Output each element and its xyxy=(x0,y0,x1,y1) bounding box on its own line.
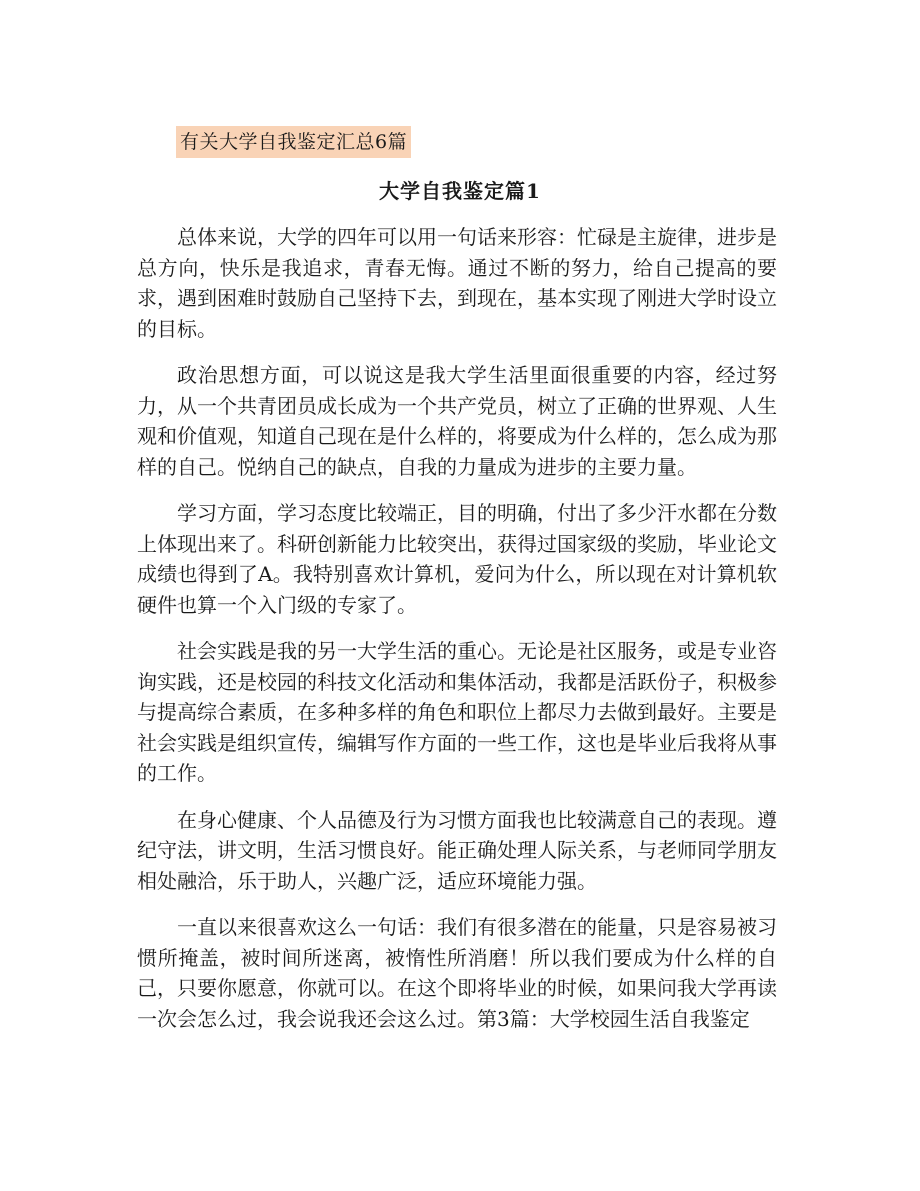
paragraph-5: 在身心健康、个人品德及行为习惯方面我也比较满意自己的表现。遵纪守法，讲文明，生活习惯良好。能正确处理人际关系，与老师同学朋友相处融洽，乐于助人，兴趣广泛，适应环境能力强。 xyxy=(137,807,777,893)
paragraph-1: 总体来说，大学的四年可以用一句话来形容：忙碌是主旋律，进步是总方向，快乐是我追求，青春无悔。通过不断的努力，给自己提高的要求，遇到困难时鼓励自己坚持下去，到现在，基本实现了刚进大学时设立的目标。 xyxy=(137,225,777,341)
document-title: 有关大学自我鉴定汇总6篇 xyxy=(176,126,411,158)
document-body xyxy=(137,222,777,1050)
paragraph-2: 政治思想方面，可以说这是我大学生活里面很重要的内容，经过努力，从一个共青团员成长成为一个共产党员，树立了正确的世界观、人生观和价值观，知道自己现在是什么样的，将要成为什么样的，怎么成为那样的自己。悦纳自己的缺点，自我的力量成为进步的主要力量。 xyxy=(137,363,777,479)
paragraph-3: 学习方面，学习态度比较端正，目的明确，付出了多少汗水都在分数上体现出来了。科研创新能力比较突出，获得过国家级的奖励，毕业论文成绩也得到了A。我特别喜欢计算机，爱问为什么，所以现在对计算机软硬件也算一个入门级的专家了。 xyxy=(137,501,777,617)
paragraph-4: 社会实践是我的另一大学生活的重心。无论是社区服务，或是专业咨询实践，还是校园的科技文化活动和集体活动，我都是活跃份子，积极参与提高综合素质，在多种多样的角色和职位上都尽力去做到最好。主要是社会实践是组织宣传，编辑写作方面的一些工作，这也是毕业后我将从事的工作。 xyxy=(137,639,777,785)
section-heading: 大学自我鉴定篇1 xyxy=(379,179,541,203)
paragraph-6: 一直以来很喜欢这么一句话：我们有很多潜在的能量，只是容易被习惯所掩盖，被时间所迷离，被惰性所消磨！所以我们要成为什么样的自己，只要你愿意，你就可以。在这个即将毕业的时候，如果问我大学再读一次会怎么过，我会说我还会这么过。第3篇：大学校园生活自我鉴定 xyxy=(137,915,777,1031)
